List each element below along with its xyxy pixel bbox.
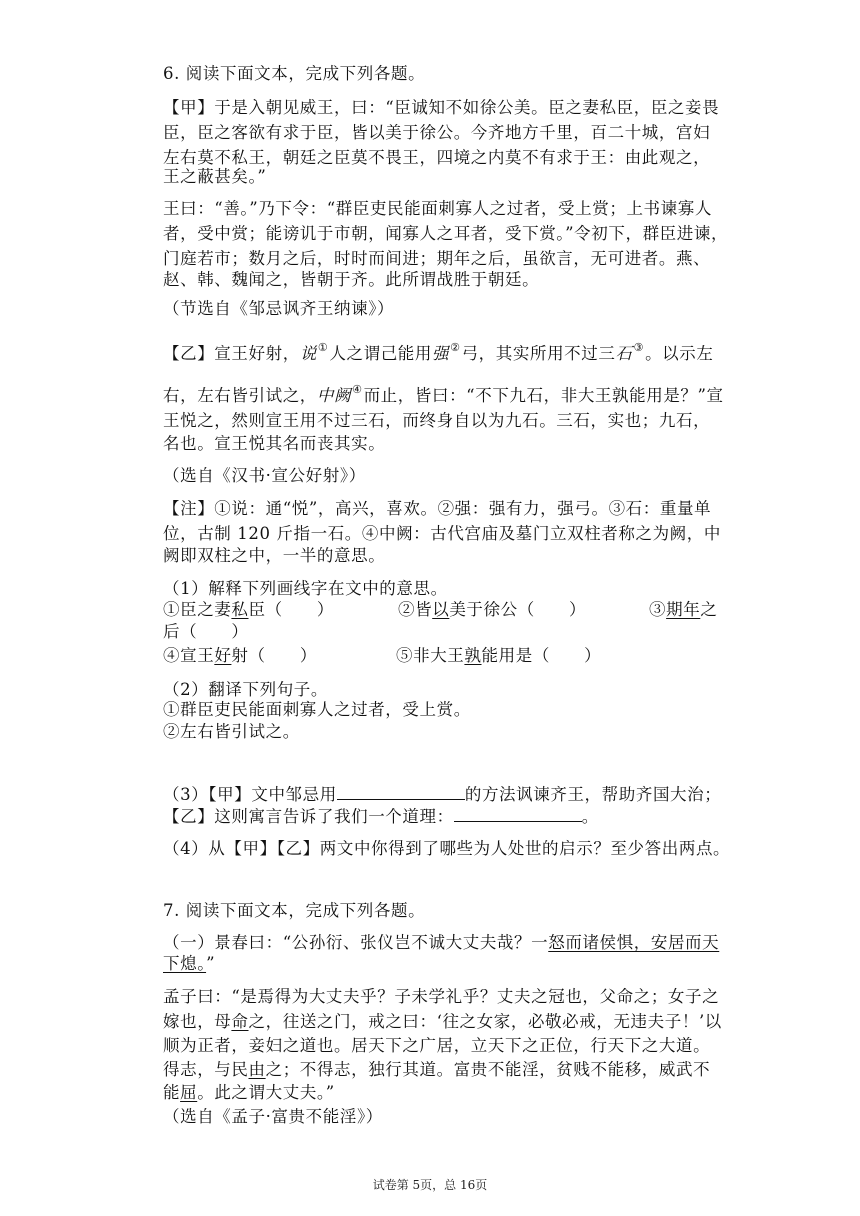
q6-jia-line: 左右莫不私王，朝廷之臣莫不畏王，四境之内莫不有求于王：由此观之，: [163, 148, 711, 167]
underlined-word: 期年: [666, 600, 701, 619]
text-span: 之: [700, 600, 718, 619]
text-span: 之，往送之门，戒之曰：‘往之女家，必敬必戒，无违夫子！’以: [248, 1012, 722, 1031]
text-span: 【乙】这则寓言告诉了我们一个道理：: [163, 807, 454, 826]
underlined-word: 私: [231, 600, 249, 619]
q6-yi-line-2: [163, 384, 724, 410]
q7-para1-line-1: [163, 931, 719, 955]
q6-note-line: 阙即双柱之中，一半的意思。: [163, 546, 386, 565]
gloss-word: 说: [299, 344, 317, 363]
text-span: （一）景春曰：“公孙衍、张仪岂不诚大丈夫哉？一: [163, 933, 549, 952]
note-marker: ②: [450, 341, 461, 354]
q6-jia-line: 臣，臣之客欲有求于臣，皆以美于徐公。今齐地方千里，百二十城，宫妇: [163, 123, 711, 142]
text-span: ③: [649, 600, 667, 619]
q6-sub1-item-4: [163, 644, 317, 668]
q7-mencius-line: 顺为正者，妾妇之道也。居天下之广居，立天下之正位，行天下之大道。: [163, 1036, 711, 1055]
q6-jia2-line: 王曰：“善。”乃下令：“群臣吏民能面刺寡人之过者，受上赏；上书谏寡人: [163, 199, 712, 218]
q7-mencius-line: [163, 1058, 710, 1082]
q6-yi-line-1: [163, 342, 713, 368]
note-marker: ③: [633, 341, 645, 354]
text-span: 射（ ）: [231, 646, 317, 665]
q7-title: 7. 阅读下面文本，完成下列各题。: [163, 901, 426, 920]
q6-sub1-item-5: [396, 644, 601, 668]
text-span: ①臣之妻: [163, 600, 232, 619]
text-span: 。以示左: [645, 344, 714, 363]
q6-title: 6. 阅读下面文本，完成下列各题。: [163, 64, 426, 83]
q6-jia2-line: 门庭若市；数月之后，时时而间进；期年之后，虽欲言，无可进者。燕、: [163, 249, 711, 268]
q7-mencius-line: 孟子曰：“是焉得为大丈夫乎？子未学礼乎？丈夫之冠也，父命之；女子之: [163, 987, 720, 1006]
text-span: 得志，与民: [163, 1060, 249, 1079]
underlined-word: 由: [248, 1060, 266, 1079]
answer-blank[interactable]: [454, 805, 582, 822]
q6-sub2-sentence-1: ①群臣吏民能面刺寡人之过者，受上赏。: [163, 700, 471, 719]
note-marker: ④: [352, 383, 363, 396]
text-span: ⑤非大王: [396, 646, 465, 665]
q6-sub3-line-2: [163, 805, 599, 829]
q6-jia2-line: 赵、韩、魏闻之，皆朝于齐。此所谓战胜于朝廷。: [163, 270, 540, 289]
q6-sub1-item-1: [163, 598, 334, 622]
text-span: ”: [206, 954, 216, 973]
q6-note-line: 位，古制 120 斤指一石。④中阙：古代宫庙及墓门立双柱者称之为阙，中: [163, 524, 721, 543]
underlined-word: 命: [231, 1012, 249, 1031]
q6-sub2-title: （2）翻译下列句子。: [163, 680, 328, 699]
q7-source: （选自《孟子·富贵不能淫》）: [163, 1107, 383, 1126]
text-span: 臣（ ）: [248, 600, 335, 619]
text-span: 。: [581, 807, 599, 826]
note-marker: ①: [317, 341, 329, 354]
q7-mencius-line: [163, 1010, 722, 1034]
text-span: 。此之谓大丈夫。”: [197, 1083, 335, 1102]
q6-yi-line: 名也。宣王悦其名而丧其实。: [163, 434, 386, 453]
text-span: 右，左右皆引试之，: [163, 386, 317, 405]
text-span: 弓，其实所用不过三: [461, 344, 616, 363]
q6-sub2-sentence-2: ②左右皆引试之。: [163, 722, 300, 741]
underlined-word: 孰: [464, 646, 482, 665]
text-span: 而止，皆曰：“不下九石，非大王孰能用是？”宣: [363, 386, 724, 405]
answer-blank[interactable]: [337, 783, 465, 800]
q6-sub3-line-1: [163, 783, 721, 807]
text-span: 能用是（ ）: [481, 646, 602, 665]
underlined-sentence: 下熄。: [163, 954, 207, 973]
q6-yi-source: （选自《汉书·宣公好射》）: [163, 466, 366, 485]
text-span: （3）【甲】文中邹忌用: [163, 785, 337, 804]
q6-sub1-item-3: [649, 598, 717, 622]
q7-para1-line-2: [163, 952, 215, 976]
page-footer: 试卷第 5页，总 16页: [372, 1178, 488, 1192]
underlined-word: 好: [214, 646, 232, 665]
text-span: ④宣王: [163, 646, 215, 665]
q7-mencius-line: [163, 1081, 335, 1105]
gloss-word: 石: [615, 344, 633, 363]
text-span: ②皆: [398, 600, 433, 619]
q6-jia2-line: 者，受中赏；能谤讥于市朝，闻寡人之耳者，受下赏。”令初下，群臣进谏，: [163, 224, 729, 243]
q6-sub4: （4）从【甲】【乙】两文中你得到了哪些为人处世的启示？至少答出两点。: [163, 839, 731, 858]
q6-sub1-item-2: [398, 598, 586, 622]
gloss-word: 中阙: [316, 386, 352, 405]
underlined-sentence: 怒而诸侯惧，安居而天: [548, 933, 720, 952]
underlined-word: 屈: [180, 1083, 198, 1102]
underlined-word: 以: [432, 600, 450, 619]
text-span: 人之谓己能用: [329, 344, 432, 363]
q6-sub1-item-3-cont: 后（ ）: [163, 622, 249, 641]
q6-yi-line: 王悦之，然则宣王用不过三石，而终身自以为九石。三石，实也；九石，: [163, 411, 711, 430]
text-span: 之；不得志，独行其道。富贵不能淫，贫贱不能移，威武不: [265, 1060, 711, 1079]
text-span: 能: [163, 1083, 181, 1102]
text-span: 的方法讽谏齐王，帮助齐国大治；: [464, 785, 722, 804]
q6-jia-line: 王之蔽甚矣。”: [163, 167, 267, 186]
q6-jia-source: （节选自《邹忌讽齐王纳谏》）: [163, 299, 395, 318]
gloss-word: 强: [432, 344, 450, 363]
text-span: 【乙】宣王好射，: [163, 344, 300, 363]
q6-sub1-title: （1）解释下列画线字在文中的意思。: [163, 579, 448, 598]
text-span: 嫁也，母: [163, 1012, 232, 1031]
q6-jia-line: 【甲】于是入朝见威王，曰：“臣诚知不如徐公美。臣之妻私臣，臣之妾畏: [163, 98, 720, 117]
q6-note-line: 【注】①说：通“悦”，高兴，喜欢。②强：强有力，强弓。③石：重量单: [163, 499, 712, 518]
text-span: 美于徐公（ ）: [449, 600, 587, 619]
